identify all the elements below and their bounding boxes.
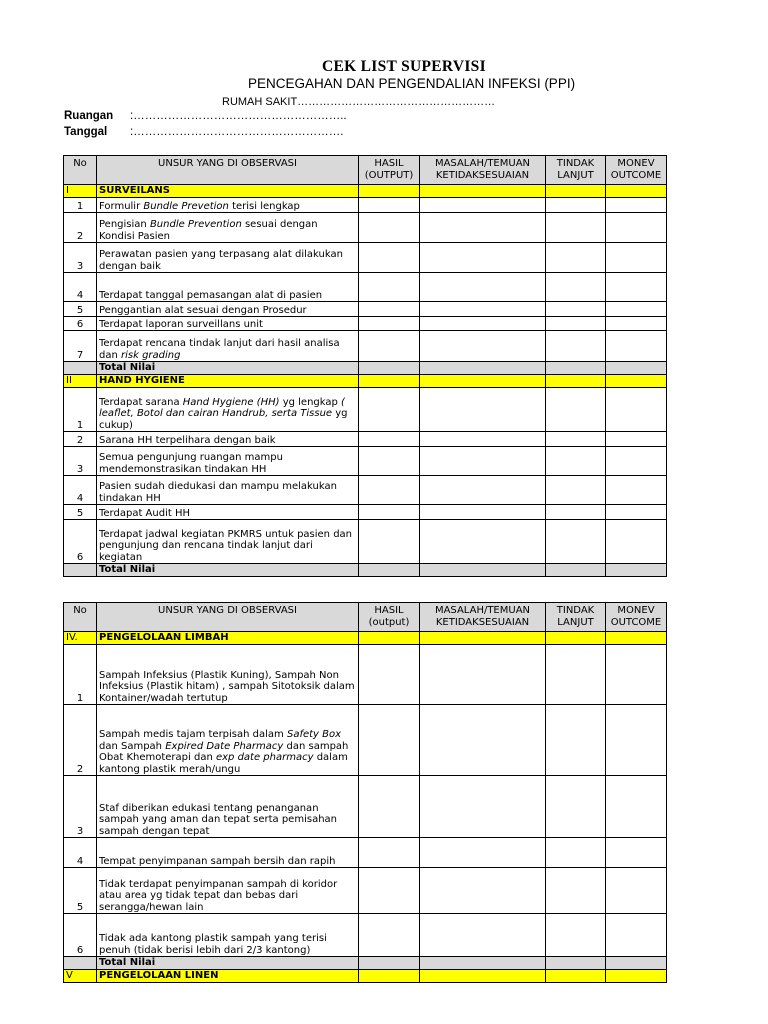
action-cell[interactable] (546, 776, 606, 838)
monev-cell[interactable] (606, 243, 667, 273)
col-action: TINDAK LANJUT (546, 156, 606, 185)
section-title: PENGELOLAAN LIMBAH (97, 632, 359, 645)
table-row: 4 Pasien sudah diedukasi dan mampu melakukan tindakan HH (64, 476, 667, 505)
action-cell[interactable] (546, 705, 606, 776)
item-text: Tidak ada kantong plastik sampah yang terisi penuh (tidak berisi lebih dari 2/3 kantong) (97, 914, 359, 957)
action-cell[interactable] (546, 432, 606, 447)
issue-cell[interactable] (420, 776, 546, 838)
result-cell[interactable] (359, 447, 420, 476)
col-result: HASIL (output) (359, 603, 420, 632)
table-header-row (64, 603, 667, 632)
col-monev: MONEV OUTCOME (606, 156, 667, 185)
total-row (64, 564, 667, 577)
col-observed: UNSUR YANG DI OBSERVASI (97, 156, 359, 185)
action-cell[interactable] (546, 520, 606, 564)
issue-cell[interactable] (420, 868, 546, 914)
item-text: Formulir Bundle Prevetion terisi lengkap (97, 198, 359, 213)
table-row: 6 Terdapat laporan surveillans unit (64, 317, 667, 331)
issue-cell[interactable] (420, 838, 546, 868)
room-row (64, 110, 347, 122)
table-row: 3 Perawatan pasien yang terpasang alat dilakukan dengan baik (64, 243, 667, 273)
result-cell[interactable] (359, 645, 420, 705)
total-label: Total Nilai (97, 362, 359, 375)
item-text: Terdapat sarana Hand Hygiene (HH) yg lengkap ( leaflet, Botol dan cairan Handrub, serta Tissue yg cukup) (97, 388, 359, 432)
table-row: 2 Pengisian Bundle Prevention sesuai dengan Kondisi Pasien (64, 213, 667, 243)
document-title: CEK LIST SUPERVISI (322, 58, 486, 75)
issue-cell[interactable] (420, 705, 546, 776)
issue-cell[interactable] (420, 645, 546, 705)
action-cell[interactable] (546, 645, 606, 705)
result-cell[interactable] (359, 868, 420, 914)
table-row: 6 Tidak ada kantong plastik sampah yang terisi penuh (tidak berisi lebih dari 2/3 kantong) (64, 914, 667, 957)
action-cell[interactable] (546, 476, 606, 505)
action-cell[interactable] (546, 198, 606, 213)
action-cell[interactable] (546, 317, 606, 331)
table-row: 1 Formulir Bundle Prevetion terisi lengkap (64, 198, 667, 213)
item-text: Semua pengunjung ruangan mampu mendemonstrasikan tindakan HH (97, 447, 359, 476)
col-monev: MONEV OUTCOME (606, 603, 667, 632)
table-row: 1 Sampah Infeksius (Plastik Kuning), Sampah Non Infeksius (Plastik hitam) , sampah Sitotoksik dalam Kontainer/wadah tertutup (64, 645, 667, 705)
total-result-cell[interactable] (359, 957, 420, 970)
table-row: 1 Terdapat sarana Hand Hygiene (HH) yg lengkap ( leaflet, Botol dan cairan Handrub, serta Tissue yg cukup) (64, 388, 667, 432)
monev-cell[interactable] (606, 331, 667, 362)
monev-cell[interactable] (606, 198, 667, 213)
col-issue: MASALAH/TEMUAN KETIDAKSESUAIAN (420, 156, 546, 185)
monev-cell[interactable] (606, 776, 667, 838)
result-cell[interactable] (359, 432, 420, 447)
item-text: Terdapat laporan surveillans unit (97, 317, 359, 331)
result-cell[interactable] (359, 505, 420, 520)
action-cell[interactable] (546, 331, 606, 362)
date-field[interactable]: :………………………………………………. (130, 126, 344, 138)
result-cell[interactable] (359, 317, 420, 331)
total-result-cell[interactable] (359, 564, 420, 577)
item-text: Sampah Infeksius (Plastik Kuning), Sampah Non Infeksius (Plastik hitam) , sampah Sitotoksik dalam Kontainer/wadah tertutup (97, 645, 359, 705)
item-text: Pasien sudah diedukasi dan mampu melakukan tindakan HH (97, 476, 359, 505)
issue-cell[interactable] (420, 914, 546, 957)
result-cell[interactable] (359, 273, 420, 302)
item-text: Terdapat jadwal kegiatan PKMRS untuk pasien dan pengunjung dan rencana tindak lanjut dari kegiatan (97, 520, 359, 564)
table-row: 5 Tidak terdapat penyimpanan sampah di koridor atau area yg tidak tepat dan bebas dari serangga/hewan lain (64, 868, 667, 914)
room-label: Ruangan (64, 110, 114, 122)
item-text: Penggantian alat sesuai dengan Prosedur (97, 302, 359, 317)
monev-cell[interactable] (606, 705, 667, 776)
result-cell[interactable] (359, 213, 420, 243)
action-cell[interactable] (546, 273, 606, 302)
issue-cell[interactable] (420, 213, 546, 243)
room-field[interactable]: :……………………………………………….. (130, 110, 347, 122)
total-result-cell[interactable] (359, 362, 420, 375)
item-text: Terdapat rencana tindak lanjut dari hasil analisa dan risk grading (97, 331, 359, 362)
monev-cell[interactable] (606, 868, 667, 914)
checklist-table-1 (63, 155, 667, 577)
action-cell[interactable] (546, 868, 606, 914)
section-row-hand-hygiene: II HAND HYGIENE (64, 375, 667, 388)
monev-cell[interactable] (606, 213, 667, 243)
monev-cell[interactable] (606, 838, 667, 868)
total-label: Total Nilai (97, 957, 359, 970)
issue-cell[interactable] (420, 198, 546, 213)
issue-cell[interactable] (420, 520, 546, 564)
checklist-table-2 (63, 602, 667, 983)
monev-cell[interactable] (606, 505, 667, 520)
section-row-pengelolaan-linen: V PENGELOLAAN LINEN (64, 970, 667, 983)
monev-cell[interactable] (606, 432, 667, 447)
col-issue: MASALAH/TEMUAN KETIDAKSESUAIAN (420, 603, 546, 632)
item-text: Terdapat tanggal pemasangan alat di pasien (97, 273, 359, 302)
table-row: 4 Tempat penyimpanan sampah bersih dan rapih (64, 838, 667, 868)
table-row: 5 Terdapat Audit HH (64, 505, 667, 520)
action-cell[interactable] (546, 838, 606, 868)
monev-cell[interactable] (606, 520, 667, 564)
result-cell[interactable] (359, 520, 420, 564)
section-title: SURVEILANS (97, 185, 359, 198)
issue-cell[interactable] (420, 273, 546, 302)
col-action: TINDAK LANJUT (546, 603, 606, 632)
item-text: Terdapat Audit HH (97, 505, 359, 520)
section-title: HAND HYGIENE (97, 375, 359, 388)
date-row (64, 126, 343, 138)
col-no: No (64, 603, 97, 632)
section-row-pengelolaan-limbah: IV. PENGELOLAAN LIMBAH (64, 632, 667, 645)
issue-cell[interactable] (420, 388, 546, 432)
result-cell[interactable] (359, 388, 420, 432)
col-no: No (64, 156, 97, 185)
monev-cell[interactable] (606, 388, 667, 432)
table-row: 6 Terdapat jadwal kegiatan PKMRS untuk pasien dan pengunjung dan rencana tindak lanjut dari kegiatan (64, 520, 667, 564)
total-row (64, 362, 667, 375)
action-cell[interactable] (546, 213, 606, 243)
action-cell[interactable] (546, 243, 606, 273)
issue-cell[interactable] (420, 331, 546, 362)
result-cell[interactable] (359, 705, 420, 776)
table-row: 2 Sarana HH terpelihara dengan baik (64, 432, 667, 447)
issue-cell[interactable] (420, 317, 546, 331)
result-cell[interactable] (359, 914, 420, 957)
result-cell[interactable] (359, 838, 420, 868)
item-text: Tidak terdapat penyimpanan sampah di koridor atau area yg tidak tepat dan bebas dari serangga/hewan lain (97, 868, 359, 914)
total-row (64, 957, 667, 970)
action-cell[interactable] (546, 447, 606, 476)
issue-cell[interactable] (420, 432, 546, 447)
monev-cell[interactable] (606, 476, 667, 505)
col-observed: UNSUR YANG DI OBSERVASI (97, 603, 359, 632)
issue-cell[interactable] (420, 243, 546, 273)
total-label: Total Nilai (97, 564, 359, 577)
col-result: HASIL (OUTPUT) (359, 156, 420, 185)
monev-cell[interactable] (606, 447, 667, 476)
issue-cell[interactable] (420, 447, 546, 476)
monev-cell[interactable] (606, 302, 667, 317)
monev-cell[interactable] (606, 914, 667, 957)
action-cell[interactable] (546, 505, 606, 520)
item-text: Tempat penyimpanan sampah bersih dan rapih (97, 838, 359, 868)
action-cell[interactable] (546, 302, 606, 317)
item-text: Perawatan pasien yang terpasang alat dilakukan dengan baik (97, 243, 359, 273)
table-row: 3 Staf diberikan edukasi tentang penanganan sampah yang aman dan tepat serta pemisahan sampah dengan tepat (64, 776, 667, 838)
table-header-row (64, 156, 667, 185)
action-cell[interactable] (546, 388, 606, 432)
item-text: Pengisian Bundle Prevention sesuai dengan Kondisi Pasien (97, 213, 359, 243)
section-row-surveilans: I SURVEILANS (64, 185, 667, 198)
monev-cell[interactable] (606, 645, 667, 705)
item-text: Staf diberikan edukasi tentang penanganan sampah yang aman dan tepat serta pemisahan sampah dengan tepat (97, 776, 359, 838)
table-row: 2 Sampah medis tajam terpisah dalam Safety Box dan Sampah Expired Date Pharmacy dan sampah Obat Khemoterapi dan exp date pharmacy dalam kantong plastik merah/ungu (64, 705, 667, 776)
result-cell[interactable] (359, 476, 420, 505)
result-cell[interactable] (359, 776, 420, 838)
result-cell[interactable] (359, 198, 420, 213)
monev-cell[interactable] (606, 317, 667, 331)
action-cell[interactable] (546, 914, 606, 957)
table-row: 7 Terdapat rencana tindak lanjut dari hasil analisa dan risk grading (64, 331, 667, 362)
monev-cell[interactable] (606, 273, 667, 302)
result-cell[interactable] (359, 243, 420, 273)
date-label: Tanggal (64, 126, 108, 138)
table-row: 5 Penggantian alat sesuai dengan Prosedur (64, 302, 667, 317)
section-title: PENGELOLAAN LINEN (97, 970, 359, 983)
item-text: Sampah medis tajam terpisah dalam Safety Box dan Sampah Expired Date Pharmacy dan sampah Obat Khemoterapi dan exp date pharmacy dalam kantong plastik merah/ungu (97, 705, 359, 776)
hospital-line: RUMAH SAKIT……………………………………………… (222, 96, 496, 108)
item-text: Sarana HH terpelihara dengan baik (97, 432, 359, 447)
issue-cell[interactable] (420, 302, 546, 317)
result-cell[interactable] (359, 302, 420, 317)
table-row: 3 Semua pengunjung ruangan mampu mendemonstrasikan tindakan HH (64, 447, 667, 476)
issue-cell[interactable] (420, 505, 546, 520)
document-subtitle: PENCEGAHAN DAN PENGENDALIAN INFEKSI (PPI) (248, 76, 576, 91)
issue-cell[interactable] (420, 476, 546, 505)
result-cell[interactable] (359, 331, 420, 362)
table-row: 4 Terdapat tanggal pemasangan alat di pasien (64, 273, 667, 302)
